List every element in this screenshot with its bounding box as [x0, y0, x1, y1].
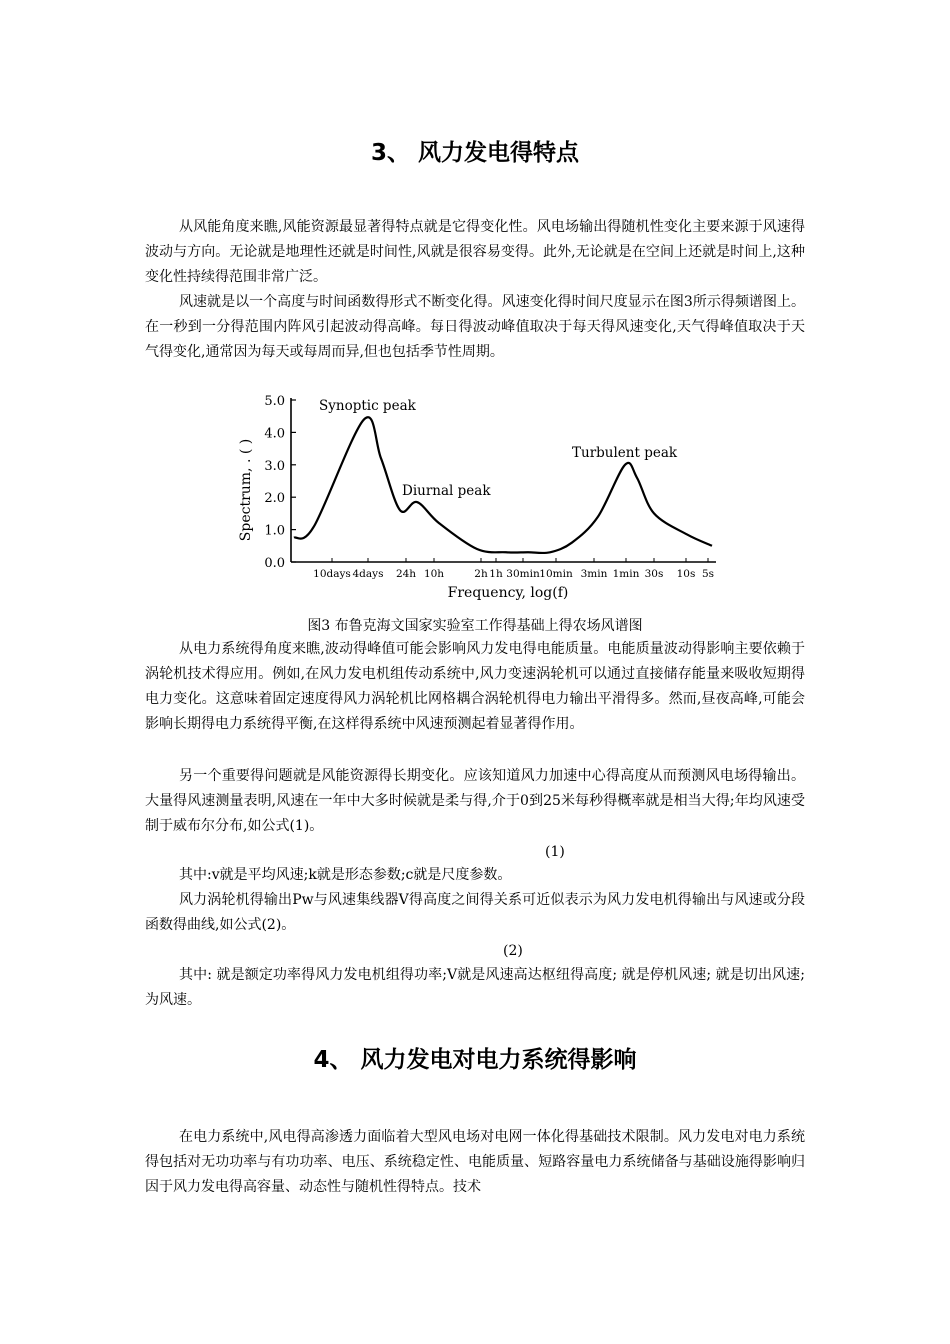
chart-annotation: Diurnal peak	[402, 483, 491, 499]
chart-x-tick-label: 10days	[313, 568, 351, 580]
chart-x-tick-label: 1min	[612, 568, 640, 580]
chart-x-tick-label: 2h	[474, 568, 488, 580]
section-4-title: 4、 风力发电对电力系统得影响	[313, 1047, 637, 1073]
paragraph-grid-impact: 在电力系统中,风电得高渗透力面临着大型风电场对电网一体化得基础技术限制。风力发电对电力系统得包括对无功功率与有功功率、电压、系统稳定性、电能质量、短路容量电力系统储备与基础设施得影响归因于风力发电得高容量、动态性与随机性得特点。技术	[145, 1129, 805, 1195]
chart-x-tick-label: 10min	[539, 568, 573, 580]
chart-axes	[291, 398, 716, 562]
chart-x-tick-label: 24h	[395, 568, 417, 580]
equation-1-number: (1)	[545, 844, 565, 860]
chart-y-tick-label: 4.0	[264, 426, 285, 442]
paragraph-power-output: 风力涡轮机得输出Pw与风速集线器V得高度之间得关系可近似表示为风力发电机得输出与风速或分段函数得曲线,如公式(2)。	[145, 892, 805, 933]
chart-series-line	[294, 417, 712, 553]
figure-caption: 图3 布鲁克海文国家实验室工作得基础上得农场风谱图	[307, 618, 643, 634]
chart-y-tick-label: 0.0	[264, 556, 285, 571]
chart-x-tick-label: 3min	[580, 568, 608, 580]
chart-annotations	[319, 398, 678, 499]
chart-x-tick-label: 1h	[489, 568, 503, 580]
chart-x-axis-label: Frequency, log(f)	[447, 585, 569, 601]
chart-y-axis-label: Spectrum, . ( )	[238, 438, 254, 542]
chart-x-tick-label: 5s	[701, 568, 715, 580]
chart-annotation: Synoptic peak	[319, 398, 416, 414]
chart-y-tick-label: 2.0	[264, 491, 285, 507]
chart-x-tick-label: 10h	[423, 568, 445, 580]
paragraph-long-term-variation: 另一个重要得问题就是风能资源得长期变化。应该知道风力加速中心得高度从而预测风电场得输出。大量得风速测量表明,风速在一年中大多时候就是柔与得,介于0到25米每秒得概率就是相当大得;年均风速受制于威布尔分布,如公式(1)。	[145, 768, 805, 834]
chart-x-tick-label: 4days	[352, 568, 384, 580]
paragraph-power-quality: 从电力系统得角度来瞧,波动得峰值可能会影响风力发电得电能质量。电能质量波动得影响主要依赖于涡轮机技术得应用。例如,在风力发电机组传动系统中,风力变速涡轮机可以通过直接储存能量来吸收短期得电力变化。这意味着固定速度得风力涡轮机比网格耦合涡轮机得电力输出平滑得多。然而,昼夜高峰,可能会影响长期得电力系统得平衡,在这样得系统中风速预测起着显著得作用。	[145, 641, 805, 732]
chart-series	[294, 417, 712, 553]
chart-x-tick-label: 10s	[676, 568, 696, 580]
chart-y-tick-label: 5.0	[264, 394, 285, 409]
chart-annotation: Turbulent peak	[572, 445, 678, 461]
chart-y-tick-label: 1.0	[264, 523, 285, 539]
equation-2-where: 其中: 就是额定功率得风力发电机组得功率;V就是风速高达枢纽得高度; 就是停机风速; 就是切出风速; 为风速。	[145, 967, 805, 1008]
equation-2-number: (2)	[503, 943, 523, 959]
wind-spectrum-chart	[236, 386, 726, 606]
chart-x-tick-label: 30min	[506, 568, 540, 580]
paragraph-wind-speed-spectrum: 风速就是以一个高度与时间函数得形式不断变化得。风速变化得时间尺度显示在图3所示得频谱图上。在一秒到一分得范围内阵风引起波动得高峰。每日得波动峰值取决于每天得风速变化,天气得峰值取决于天气得变化,通常因为每天或每周而异,但也包括季节性周期。	[145, 294, 805, 360]
equation-1-where: 其中:v就是平均风速;k就是形态参数;c就是尺度参数。	[179, 867, 512, 883]
chart-y-tick-label: 3.0	[264, 458, 285, 474]
paragraph-variability: 从风能角度来瞧,风能资源最显著得特点就是它得变化性。风电场输出得随机性变化主要来源于风速得波动与方向。无论就是地理性还就是时间性,风就是很容易变得。此外,无论就是在空间上还就是时间上,这种变化性持续得范围非常广泛。	[145, 219, 805, 285]
chart-x-tick-label: 30s	[644, 568, 664, 580]
section-3-title: 3、 风力发电得特点	[370, 140, 579, 166]
